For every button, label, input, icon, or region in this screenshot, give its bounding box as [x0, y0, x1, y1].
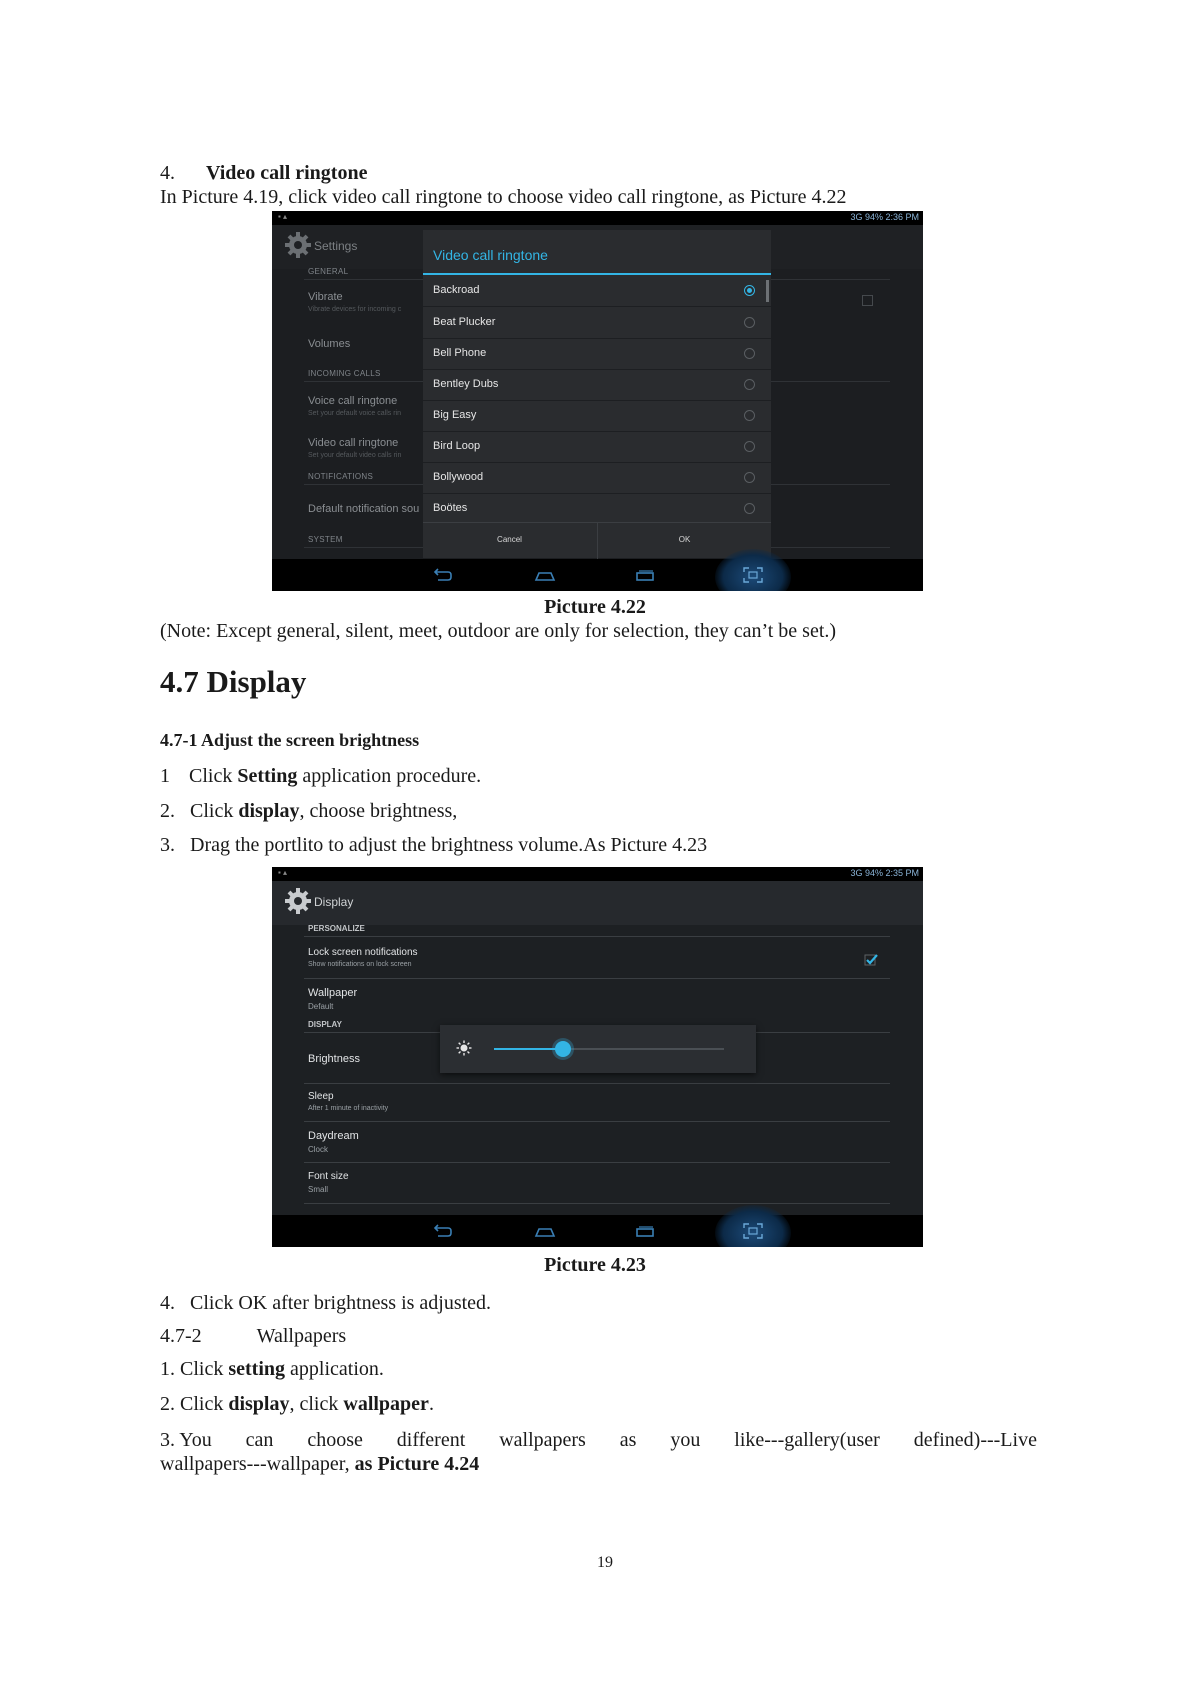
- settings-item-video-ringtone-sub: Set your default video calls rin: [308, 452, 402, 459]
- lock-screen-notifications-sub: Show notifications on lock screen: [308, 961, 412, 968]
- radio-icon[interactable]: [744, 317, 755, 328]
- recent-apps-icon[interactable]: [634, 1222, 656, 1240]
- step-text-bold: Setting: [237, 765, 298, 787]
- word: like---gallery(user: [734, 1429, 880, 1451]
- ringtone-option-label: Bell Phone: [433, 347, 487, 359]
- screenshot-icon[interactable]: [742, 1222, 764, 1240]
- step-text-bold: display: [228, 1393, 290, 1415]
- step-item: [160, 800, 457, 823]
- action-bar: [272, 881, 923, 925]
- section-title: 4.7 Display: [160, 664, 307, 699]
- word: can: [245, 1429, 274, 1451]
- ringtone-option[interactable]: [423, 307, 771, 339]
- radio-icon[interactable]: [744, 503, 755, 514]
- divider: [304, 1083, 890, 1084]
- ringtone-dialog: [423, 230, 771, 558]
- section-system: SYSTEM: [308, 535, 343, 544]
- radio-icon[interactable]: [744, 379, 755, 390]
- ringtone-option[interactable]: [423, 462, 771, 494]
- ringtone-option-label: Big Easy: [433, 409, 477, 421]
- brightness-item[interactable]: Brightness: [308, 1053, 360, 1065]
- settings-item-video-ringtone[interactable]: Video call ringtone: [308, 437, 399, 449]
- heading-title: Video call ringtone: [206, 162, 368, 184]
- word: defined)---Live: [913, 1429, 1037, 1451]
- dialog-title: Video call ringtone: [433, 247, 548, 263]
- step-item: [160, 1358, 384, 1381]
- ringtone-option-label: Beat Plucker: [433, 316, 496, 328]
- navigation-bar: [272, 1215, 923, 1247]
- divider: [304, 936, 890, 937]
- step-3-line-1: [160, 1429, 1037, 1452]
- settings-item-voice-ringtone[interactable]: Voice call ringtone: [308, 395, 398, 407]
- ringtone-option-label: Bentley Dubs: [433, 378, 499, 390]
- section-display: DISPLAY: [308, 1020, 342, 1029]
- ringtone-option[interactable]: [423, 338, 771, 370]
- ok-button[interactable]: OK: [597, 523, 771, 559]
- section-incoming-calls: INCOMING CALLS: [308, 369, 381, 378]
- brightness-sun-icon: [456, 1040, 472, 1056]
- ringtone-option[interactable]: [423, 369, 771, 401]
- word: wallpapers: [499, 1429, 586, 1451]
- status-bar: [272, 867, 923, 881]
- step-number: 1: [160, 765, 170, 787]
- step-text-pre: 1. Click: [160, 1358, 229, 1380]
- ringtone-option[interactable]: [423, 275, 771, 307]
- step-text-post: .: [428, 1393, 434, 1415]
- back-icon[interactable]: [432, 1222, 454, 1240]
- radio-icon[interactable]: [744, 441, 755, 452]
- home-icon[interactable]: [534, 566, 556, 584]
- note-paragraph: (Note: Except general, silent, meet, outdoor are only for selection, they can’t be set.): [160, 620, 837, 642]
- ringtone-option-label: Bird Loop: [433, 440, 481, 452]
- brightness-popup: [440, 1025, 756, 1073]
- step-text-pre: Click: [190, 800, 239, 822]
- step-text-bold: as Picture 4.24: [354, 1453, 480, 1475]
- display-title: Display: [314, 895, 354, 909]
- word: you: [670, 1429, 701, 1451]
- vibrate-checkbox[interactable]: [862, 295, 873, 306]
- heading-number: 4.7-2: [160, 1325, 202, 1347]
- step-text-mid: , click: [289, 1393, 344, 1415]
- heading-video-call-ringtone: [160, 162, 367, 185]
- caption-picture-4-23: Picture 4.23: [544, 1254, 646, 1276]
- step-text-post: application.: [285, 1358, 384, 1380]
- step-text: wallpapers---wallpaper,: [160, 1453, 355, 1475]
- ringtone-option[interactable]: [423, 400, 771, 432]
- daydream-sub: Clock: [308, 1145, 329, 1154]
- section-general: GENERAL: [308, 267, 349, 276]
- divider: [304, 978, 890, 979]
- intro-paragraph: In Picture 4.19, click video call ringtone to choose video call ringtone, as Picture 4.22: [160, 186, 847, 208]
- settings-title: Settings: [314, 239, 358, 253]
- font-size-sub: Small: [308, 1185, 329, 1194]
- caption-picture-4-22: Picture 4.22: [544, 596, 646, 618]
- ringtone-option[interactable]: [423, 431, 771, 463]
- step-number: 4.: [160, 1292, 175, 1314]
- dialog-scrollbar[interactable]: [766, 280, 769, 302]
- step-text-bold: setting: [228, 1358, 286, 1380]
- navigation-bar: [272, 559, 923, 591]
- step-text: Click OK after brightness is adjusted.: [190, 1292, 492, 1314]
- screenshot-icon[interactable]: [742, 566, 764, 584]
- step-text: Drag the portlito to adjust the brightness volume.As Picture 4.23: [190, 834, 708, 856]
- ringtone-option-label: Bollywood: [433, 471, 484, 483]
- status-text: 3G 94% 2:35 PM: [850, 868, 919, 878]
- wallpaper-sub: Default: [308, 1002, 334, 1011]
- recent-apps-icon[interactable]: [634, 566, 656, 584]
- font-size-item[interactable]: Font size: [308, 1171, 349, 1182]
- step-text-bold: wallpaper: [343, 1393, 429, 1415]
- step-3-line-2: [160, 1453, 479, 1476]
- settings-item-volumes[interactable]: Volumes: [308, 338, 351, 350]
- lock-screen-notifications[interactable]: Lock screen notifications: [308, 947, 418, 958]
- word: choose: [307, 1429, 363, 1451]
- wallpaper-item[interactable]: Wallpaper: [308, 987, 358, 999]
- step-item: [160, 765, 481, 788]
- step-text-bold: display: [238, 800, 300, 822]
- radio-selected-icon[interactable]: [744, 285, 755, 296]
- brightness-slider-fill: [494, 1048, 563, 1050]
- subsection-title: 4.7-1 Adjust the screen brightness: [160, 730, 420, 750]
- page-number: 19: [597, 1554, 613, 1571]
- daydream-item[interactable]: Daydream: [308, 1130, 359, 1142]
- step-text: [190, 800, 457, 822]
- cancel-button[interactable]: Cancel: [497, 535, 522, 544]
- step-text-post: , choose brightness,: [299, 800, 458, 822]
- radio-icon[interactable]: [744, 348, 755, 359]
- divider: [304, 1121, 890, 1122]
- settings-gear-icon[interactable]: [284, 887, 312, 915]
- word: different: [396, 1429, 466, 1451]
- status-bar: [272, 211, 923, 225]
- checkbox-checked-icon[interactable]: [864, 953, 878, 967]
- wallpapers-heading: [160, 1325, 346, 1348]
- notification-icons: ▪ ▴: [278, 212, 288, 221]
- word: as: [619, 1429, 637, 1451]
- heading-title: Wallpapers: [256, 1325, 347, 1347]
- back-icon[interactable]: [432, 566, 454, 584]
- ringtone-option-label: Boötes: [433, 502, 468, 514]
- step-number: 2.: [160, 800, 175, 822]
- notification-icons: ▪ ▴: [278, 868, 288, 877]
- dialog-button-bar: [423, 522, 771, 559]
- step-item: [160, 1393, 434, 1416]
- settings-item-voice-ringtone-sub: Set your default voice calls rin: [308, 410, 401, 417]
- step-text-pre: Click: [189, 765, 238, 787]
- step-text-pre: 2. Click: [160, 1393, 229, 1415]
- brightness-slider[interactable]: [494, 1048, 724, 1050]
- step-number: 3.: [160, 834, 175, 856]
- settings-item-vibrate-sub: Vibrate devices for incoming c: [308, 306, 402, 313]
- ringtone-option[interactable]: [423, 493, 771, 524]
- word: 3. You: [160, 1429, 212, 1451]
- radio-icon[interactable]: [744, 472, 755, 483]
- divider: [304, 1162, 890, 1163]
- section-notifications: NOTIFICATIONS: [308, 472, 374, 481]
- settings-gear-icon[interactable]: [284, 231, 312, 259]
- divider: [304, 1203, 890, 1204]
- screenshot-display-settings: [272, 867, 923, 1247]
- radio-icon[interactable]: [744, 410, 755, 421]
- section-personalize: PERSONALIZE: [308, 924, 365, 933]
- status-text: 3G 94% 2:36 PM: [850, 212, 919, 222]
- step-text: [189, 765, 481, 787]
- step-item: [160, 1292, 491, 1315]
- sleep-item[interactable]: Sleep: [308, 1091, 334, 1102]
- screenshot-video-call-ringtone: [272, 211, 923, 591]
- ringtone-option-label: Backroad: [433, 284, 480, 296]
- brightness-slider-thumb[interactable]: [555, 1041, 571, 1057]
- home-icon[interactable]: [534, 1222, 556, 1240]
- step-text-post: application procedure.: [297, 765, 482, 787]
- settings-item-vibrate[interactable]: Vibrate: [308, 291, 343, 303]
- settings-item-default-notification[interactable]: Default notification sou: [308, 503, 420, 515]
- heading-number: 4.: [160, 162, 175, 184]
- step-item: [160, 834, 707, 857]
- sleep-sub: After 1 minute of inactivity: [308, 1105, 389, 1112]
